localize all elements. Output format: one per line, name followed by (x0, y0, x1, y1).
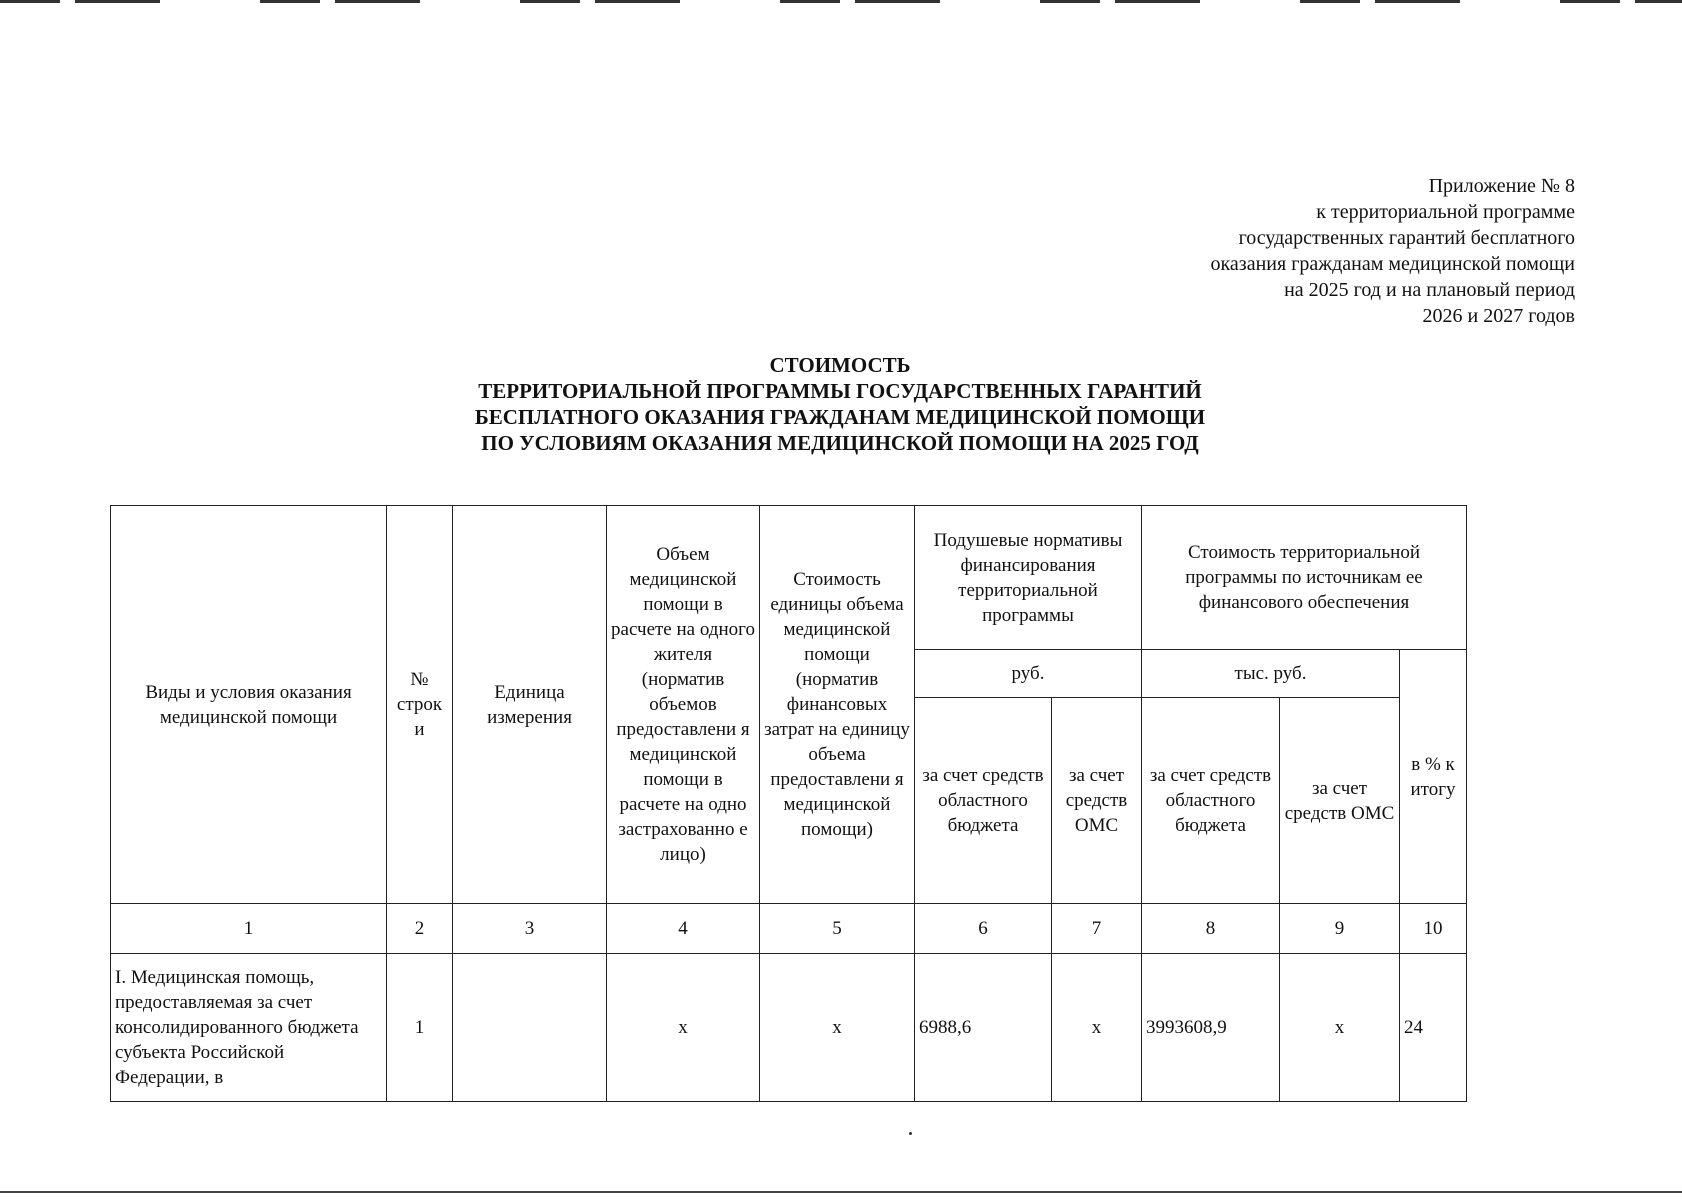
column-number: 3 (453, 904, 607, 954)
title-line: ТЕРРИТОРИАЛЬНОЙ ПРОГРАММЫ ГОСУДАРСТВЕННЫХ ГАРАНТИЙ (478, 379, 1202, 403)
header-per-capita-oms: за счет средств ОМС (1052, 698, 1142, 904)
appendix-line: к территориальной программе (1316, 201, 1575, 223)
document-title (360, 352, 1320, 456)
header-per-capita-group: Подушевые нормативы финансирования территориальной программы (915, 506, 1142, 650)
column-number: 6 (915, 904, 1052, 954)
row-unit (453, 954, 607, 1102)
header-unit-rub: руб. (915, 650, 1142, 698)
scan-bottom-edge (0, 1191, 1682, 1193)
appendix-line: государственных гарантий бесплатного (1238, 227, 1575, 249)
appendix-line: 2026 и 2027 годов (1422, 305, 1575, 327)
header-cost-budget: за счет средств областного бюджета (1142, 698, 1280, 904)
appendix-line: на 2025 год и на плановый период (1284, 279, 1575, 301)
title-line: БЕСПЛАТНОГО ОКАЗАНИЯ ГРАЖДАНАМ МЕДИЦИНСКОЙ ПОМОЩИ (474, 405, 1206, 429)
header-cost-oms: за счет средств ОМС (1280, 698, 1400, 904)
cost-table (110, 505, 1467, 1102)
header-line-number: № строк и (387, 506, 453, 904)
row-cost-oms: x (1280, 954, 1400, 1102)
scan-speck (909, 1132, 912, 1135)
appendix-note (1055, 173, 1575, 329)
row-unit-cost: x (760, 954, 915, 1102)
column-number: 8 (1142, 904, 1280, 954)
appendix-line: оказания гражданам медицинской помощи (1210, 253, 1575, 275)
header-cost-group: Стоимость территориальной программы по источникам ее финансового обеспечения (1142, 506, 1467, 650)
header-unit-cost: Стоимость единицы объема медицинской помощи (норматив финансовых затрат на единицу объема предоставлени я медицинской помощи) (760, 506, 915, 904)
column-number: 1 (111, 904, 387, 954)
column-number: 4 (607, 904, 760, 954)
row-percent: 24 (1400, 954, 1467, 1102)
header-unit: Единица измерения (453, 506, 607, 904)
column-number: 9 (1280, 904, 1400, 954)
table-row (111, 954, 1467, 1102)
column-number: 10 (1400, 904, 1467, 954)
row-line-number: 1 (387, 954, 453, 1102)
column-number: 2 (387, 904, 453, 954)
column-number-row (111, 904, 1467, 954)
row-per-capita-oms: x (1052, 954, 1142, 1102)
header-unit-thousand-rub: тыс. руб. (1142, 650, 1400, 698)
row-cost-budget: 3993608,9 (1142, 954, 1280, 1102)
header-volume: Объем медицинской помощи в расчете на одного жителя (норматив объемов предоставлени я медицинской помощи в расчете на одно застрахованно е лицо) (607, 506, 760, 904)
header-percent-total: в % к итогу (1400, 650, 1467, 904)
column-number: 5 (760, 904, 915, 954)
row-volume: x (607, 954, 760, 1102)
title-line: ПО УСЛОВИЯМ ОКАЗАНИЯ МЕДИЦИНСКОЙ ПОМОЩИ НА 2025 ГОД (481, 431, 1199, 455)
appendix-line: Приложение № 8 (1428, 175, 1575, 197)
row-name: I. Медицинская помощь, предоставляемая за счет консолидированного бюджета субъекта Российской Федерации, в (111, 954, 387, 1102)
title-line: СТОИМОСТЬ (769, 353, 911, 377)
scan-top-edge (0, 0, 1682, 3)
header-per-capita-budget: за счет средств областного бюджета (915, 698, 1052, 904)
column-number: 7 (1052, 904, 1142, 954)
row-per-capita-budget: 6988,6 (915, 954, 1052, 1102)
header-kind-of-care: Виды и условия оказания медицинской помощи (111, 506, 387, 904)
